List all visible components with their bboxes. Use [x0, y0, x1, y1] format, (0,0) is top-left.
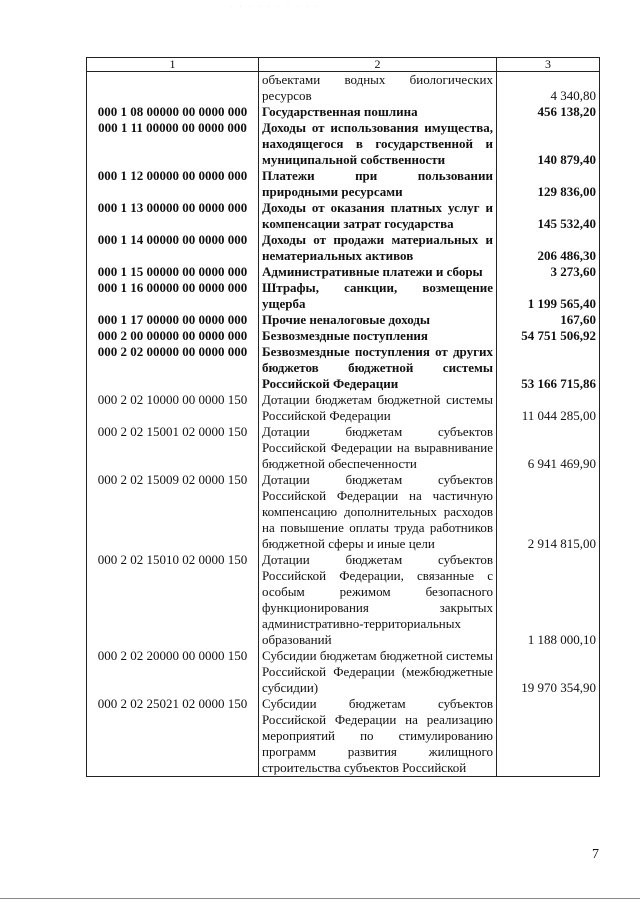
table-row — [87, 232, 600, 264]
income-name-cell: Государственная пошлина — [259, 104, 497, 120]
budget-code-cell: 000 1 16 00000 00 0000 000 — [87, 280, 259, 312]
budget-code-cell — [87, 72, 259, 105]
income-name-cell: Дотации бюджетам субъектов Российской Федерации, связанные с особым режимом безопасного функционирования закрытых административно-территориальных образований — [259, 552, 497, 648]
budget-code-cell: 000 1 12 00000 00 0000 000 — [87, 168, 259, 200]
table-row — [87, 200, 600, 232]
budget-code-cell: 000 2 02 15001 02 0000 150 — [87, 424, 259, 472]
amount-cell: 6 941 469,90 — [497, 424, 600, 472]
table-row — [87, 648, 600, 696]
amount-cell: 3 273,60 — [497, 264, 600, 280]
table-header — [87, 58, 600, 72]
amount-cell: 19 970 354,90 — [497, 648, 600, 696]
budget-code-cell: 000 2 02 15009 02 0000 150 — [87, 472, 259, 552]
income-name-cell: Безвозмездные поступления от других бюджетов бюджетной системы Российской Федерации — [259, 344, 497, 392]
table-body — [87, 72, 600, 777]
table-row — [87, 120, 600, 168]
amount-cell: 140 879,40 — [497, 120, 600, 168]
amount-cell: 167,60 — [497, 312, 600, 328]
budget-code-cell: 000 1 13 00000 00 0000 000 — [87, 200, 259, 232]
column-number-2: 2 — [259, 58, 497, 72]
amount-cell — [497, 696, 600, 777]
table-row — [87, 696, 600, 777]
amount-cell: 53 166 715,86 — [497, 344, 600, 392]
table-row — [87, 552, 600, 648]
budget-code-cell: 000 2 02 20000 00 0000 150 — [87, 648, 259, 696]
budget-code-cell: 000 1 08 00000 00 0000 000 — [87, 104, 259, 120]
table-row — [87, 392, 600, 424]
income-name-cell: Дотации бюджетам субъектов Российской Федерации на частичную компенсацию дополнительных расходов на повышение оплаты труда работников бюджетной сферы и иные цели — [259, 472, 497, 552]
budget-code-cell: 000 2 02 15010 02 0000 150 — [87, 552, 259, 648]
income-name-cell: Доходы от продажи материальных и нематериальных активов — [259, 232, 497, 264]
table-row — [87, 72, 600, 105]
amount-cell: 1 199 565,40 — [497, 280, 600, 312]
amount-cell: 1 188 000,10 — [497, 552, 600, 648]
table-row — [87, 104, 600, 120]
budget-code-cell: 000 1 17 00000 00 0000 000 — [87, 312, 259, 328]
income-name-cell: Дотации бюджетам бюджетной системы Российской Федерации — [259, 392, 497, 424]
amount-cell: 129 836,00 — [497, 168, 600, 200]
column-number-1: 1 — [87, 58, 259, 72]
table-row — [87, 312, 600, 328]
income-name-cell: Платежи при пользовании природными ресурсами — [259, 168, 497, 200]
budget-code-cell: 000 1 15 00000 00 0000 000 — [87, 264, 259, 280]
income-name-cell: Субсидии бюджетам субъектов Российской Федерации на реализацию мероприятий по стимулированию программ развития жилищного строительства субъектов Российской — [259, 696, 497, 777]
table-row — [87, 472, 600, 552]
budget-code-cell: 000 1 11 00000 00 0000 000 — [87, 120, 259, 168]
income-name-cell: Прочие неналоговые доходы — [259, 312, 497, 328]
budget-code-cell: 000 2 02 00000 00 0000 000 — [87, 344, 259, 392]
column-number-3: 3 — [497, 58, 600, 72]
table-row — [87, 280, 600, 312]
table-row — [87, 424, 600, 472]
budget-table — [86, 57, 600, 777]
table-row — [87, 344, 600, 392]
table-row — [87, 328, 600, 344]
income-name-cell: Доходы от оказания платных услуг и компенсации затрат государства — [259, 200, 497, 232]
amount-cell: 54 751 506,92 — [497, 328, 600, 344]
scan-artifact: · · · · · · · · · · — [230, 4, 321, 10]
amount-cell: 11 044 285,00 — [497, 392, 600, 424]
income-name-cell: объектами водных биологических ресурсов — [259, 72, 497, 105]
amount-cell: 145 532,40 — [497, 200, 600, 232]
income-name-cell: Субсидии бюджетам бюджетной системы Российской Федерации (межбюджетные субсидии) — [259, 648, 497, 696]
amount-cell: 4 340,80 — [497, 72, 600, 105]
income-name-cell: Дотации бюджетам субъектов Российской Федерации на выравнивание бюджетной обеспеченности — [259, 424, 497, 472]
table-row — [87, 168, 600, 200]
income-name-cell: Административные платежи и сборы — [259, 264, 497, 280]
income-name-cell: Безвозмездные поступления — [259, 328, 497, 344]
amount-cell: 456 138,20 — [497, 104, 600, 120]
income-name-cell: Штрафы, санкции, возмещение ущерба — [259, 280, 497, 312]
scan-edge-line — [0, 898, 640, 899]
budget-code-cell: 000 2 02 25021 02 0000 150 — [87, 696, 259, 777]
page-number: 7 — [592, 847, 599, 862]
budget-code-cell: 000 1 14 00000 00 0000 000 — [87, 232, 259, 264]
amount-cell: 206 486,30 — [497, 232, 600, 264]
table-row — [87, 264, 600, 280]
budget-code-cell: 000 2 00 00000 00 0000 000 — [87, 328, 259, 344]
amount-cell: 2 914 815,00 — [497, 472, 600, 552]
income-name-cell: Доходы от использования имущества, находящегося в государственной и муниципальной собственности — [259, 120, 497, 168]
budget-code-cell: 000 2 02 10000 00 0000 150 — [87, 392, 259, 424]
